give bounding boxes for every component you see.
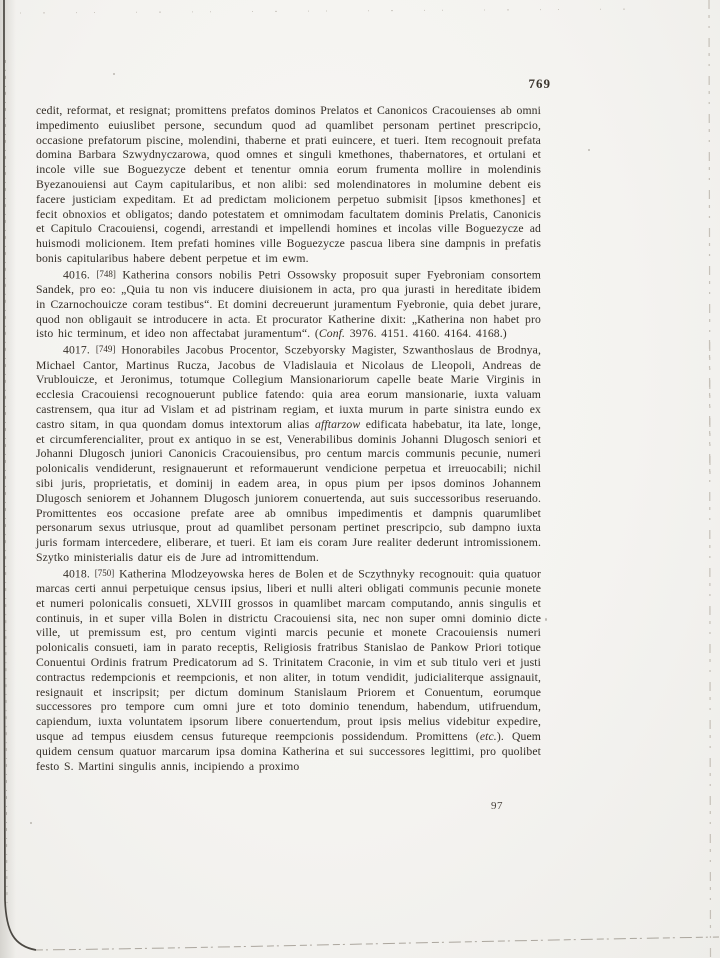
italic-text: afftarzow [315, 417, 361, 431]
italic-text: etc. [479, 729, 497, 743]
page-number: 769 [528, 76, 551, 91]
page-left-edge-line-fray [5, 60, 7, 905]
body-text: 3976. 4151. 4160. 4164. 4168.) [345, 327, 507, 341]
page-right-edge-line [709, 0, 711, 958]
italic-text: Conf. [318, 327, 346, 341]
document-text [36, 104, 541, 774]
body-text: cedit, reformat, et resignat; promittens prefatos dominos Prelatos et Canonicos Cracouienses ab omni impedimento euiuslibet persone, secundum quod ad quamlibet personam pertinet prescripcio, occasione prefatorum piscine, molendini, thaberne et prati euincere, et tueri. Item recognouit prefata domina Barbara Szwydnyczarowa, quod omnes et singuli kmethones, thabernatores, et ortulani et incole ville sue Boguezycze debent et tenentur omnia eorum frumenta mollire in molendinis Byezanouiensi aut Caym capitularibus, et non alibi: sed molendinatores in molumine debent eis facere justiciam expeditam. Et ad predictam molicionem perpetuo submisit [ipsos kmethones] et fecit obnoxios et obligatos; dando potestatem et omnimodam facultatem dominis Prelatis, Canonicis et Capitulo Cracouiensi, cogendi, arrestandi et impellendi homines et incolas ville Boguezycze ad huismodi molicionem. Item prefati homines ville Boguezycze pascua libera sine dampnis in prefatis bonis capitularibus habere debent perpetue et im ewm. [36, 104, 541, 265]
scan-speck [588, 149, 590, 151]
top-edge-speckles [20, 9, 640, 13]
page-left-edge-line [4, 0, 36, 950]
entry-4018 [36, 566, 541, 775]
body-text: 4016. [63, 268, 97, 282]
entry-4017 [36, 342, 541, 565]
scan-speck [30, 822, 32, 824]
page-bottom-edge-line [36, 937, 719, 950]
body-text: Honorabiles Jacobus Procentor, Sczebyorsky Magister, Szwanthoslaus de Brodnya, Michael Cantor, Martinus Rucza, Jacobus de Vladislauia et Nicolaus de Lleopoli, Andreas de Vrublouicze, et Jeronimus, totumque Collegium Mansionariorum capelle beate Marie Virginis in ecclesia Cracouiensi recognouerunt publice fatendo: quia area eorum mansionarie, iuxta valuam castrensem, qua itur ad Vislam et ad pistrinam regiam, et iuxta murum in parte sinistra eundo ex castro sitam, in qua quondam domus intextorum alias [36, 343, 541, 431]
entry-ref-number: [750] [94, 567, 115, 578]
body-text: ). Quem quidem censum quatuor marcarum ipsa domina Katherina et sui successores legittimi, pro quolibet festo S. Martini singulis annis, incipiendo a proximo [36, 729, 541, 773]
scan-speck [545, 618, 547, 621]
scan-speck [113, 73, 115, 75]
body-text: 4017. [63, 343, 96, 357]
body-text: edificata habebatur, ita late, longe, et circumferencialiter, prout ex antiquo in se est, Venerabilibus dominis Johanni Dlugosch seniori et Johanni Dlugosch juniori Canonicis Cracouiensibus, pro centum marcis communis pecunie, numeri polonicalis vendiderunt, resignauerunt et reformauerunt vendicione perpetua et irreuocabili; nichil sibi juris, proprietatis, et dominij in eadem area, in opus pium per ipsos dominos Johannem Dlugosch seniorem et Johannem Dlugosch juniorem conuertenda, aut suis successoribus reseruando. Promittentes eos occasione prefate aree ab omnibus impedimentis et dampnis quarumlibet personarum sexus utriusque, prout ad quamlibet personam pertinet prescripcio, sub dampno iuxta juris formam intercedere, eliberare, et tueri. Et iam eis coram Jure realiter dederunt intromissionem. Szytko ministerialis datur eis de Jure ad intromittendum. [36, 417, 541, 564]
entry-ref-number: [749] [95, 344, 116, 355]
entry-4016 [36, 267, 541, 342]
entry-ref-number: [748] [96, 268, 116, 279]
paragraph-continuation [36, 104, 541, 267]
signature-mark: 97 [491, 800, 503, 812]
body-text: Katherina consors nobilis Petri Ossowsky proposuit super Fyebroniam consortem Sandek, pro eo: „Quia tu non vis inducere diuisionem in acta, pro qua jurasti in hereditate ibidem in Czarnochouicze coram testibus“. Et domini decreuerunt juramentum Fyebronie, quia debet jurare, quod non obligauit se introducere in acta. Et procurator Katherine dixit: „Katherina non habet pro isto hic terminum, et ideo non affectabat juramentum“. ( [36, 268, 541, 341]
body-text: 4018. [63, 567, 95, 581]
body-text: Katherina Mlodzeyowska heres de Bolen et de Sczythnyky recognouit: quia quatuor marcas certi annui perpetuique census ipsius, liberi et nulli alteri obligati communis pecunie monete et numeri polonicalis consueti, XLVIII grossos in quamlibet marcam computando, annis singulis et continuis, in et super villa Bolen in districtu Cracouiensi sita, nec non super omni dominio dicte ville, ut premissum est, pro centum viginti marcis pecunie et monete Cracouiensis numeri polonicalis consueti, iam in parato receptis, Religiosis fratribus Stanislao de Pankow Priori totique Conuentui Ordinis fratrum Predicatorum ad S. Trinitatem Craconie, in vim et sub titulo veri et justi contractus redempcionis et reempcionis, et non aliter, in totum vendidit, judicialiterque assignauit, resignauit et inscripsit; per dictum dominum Stanislaum Priorem et Conuentum, eorumque successores pro tempore cum omni jure et toto dominio tenendum, habendum, utifruendum, capiendum, iuxta voluntatem ipsorum libere conuertendum, prout ipsis melius videbitur expedire, usque ad tempus eiusdem census futureque reempcionis possidendum. Promittens ( [36, 567, 541, 743]
